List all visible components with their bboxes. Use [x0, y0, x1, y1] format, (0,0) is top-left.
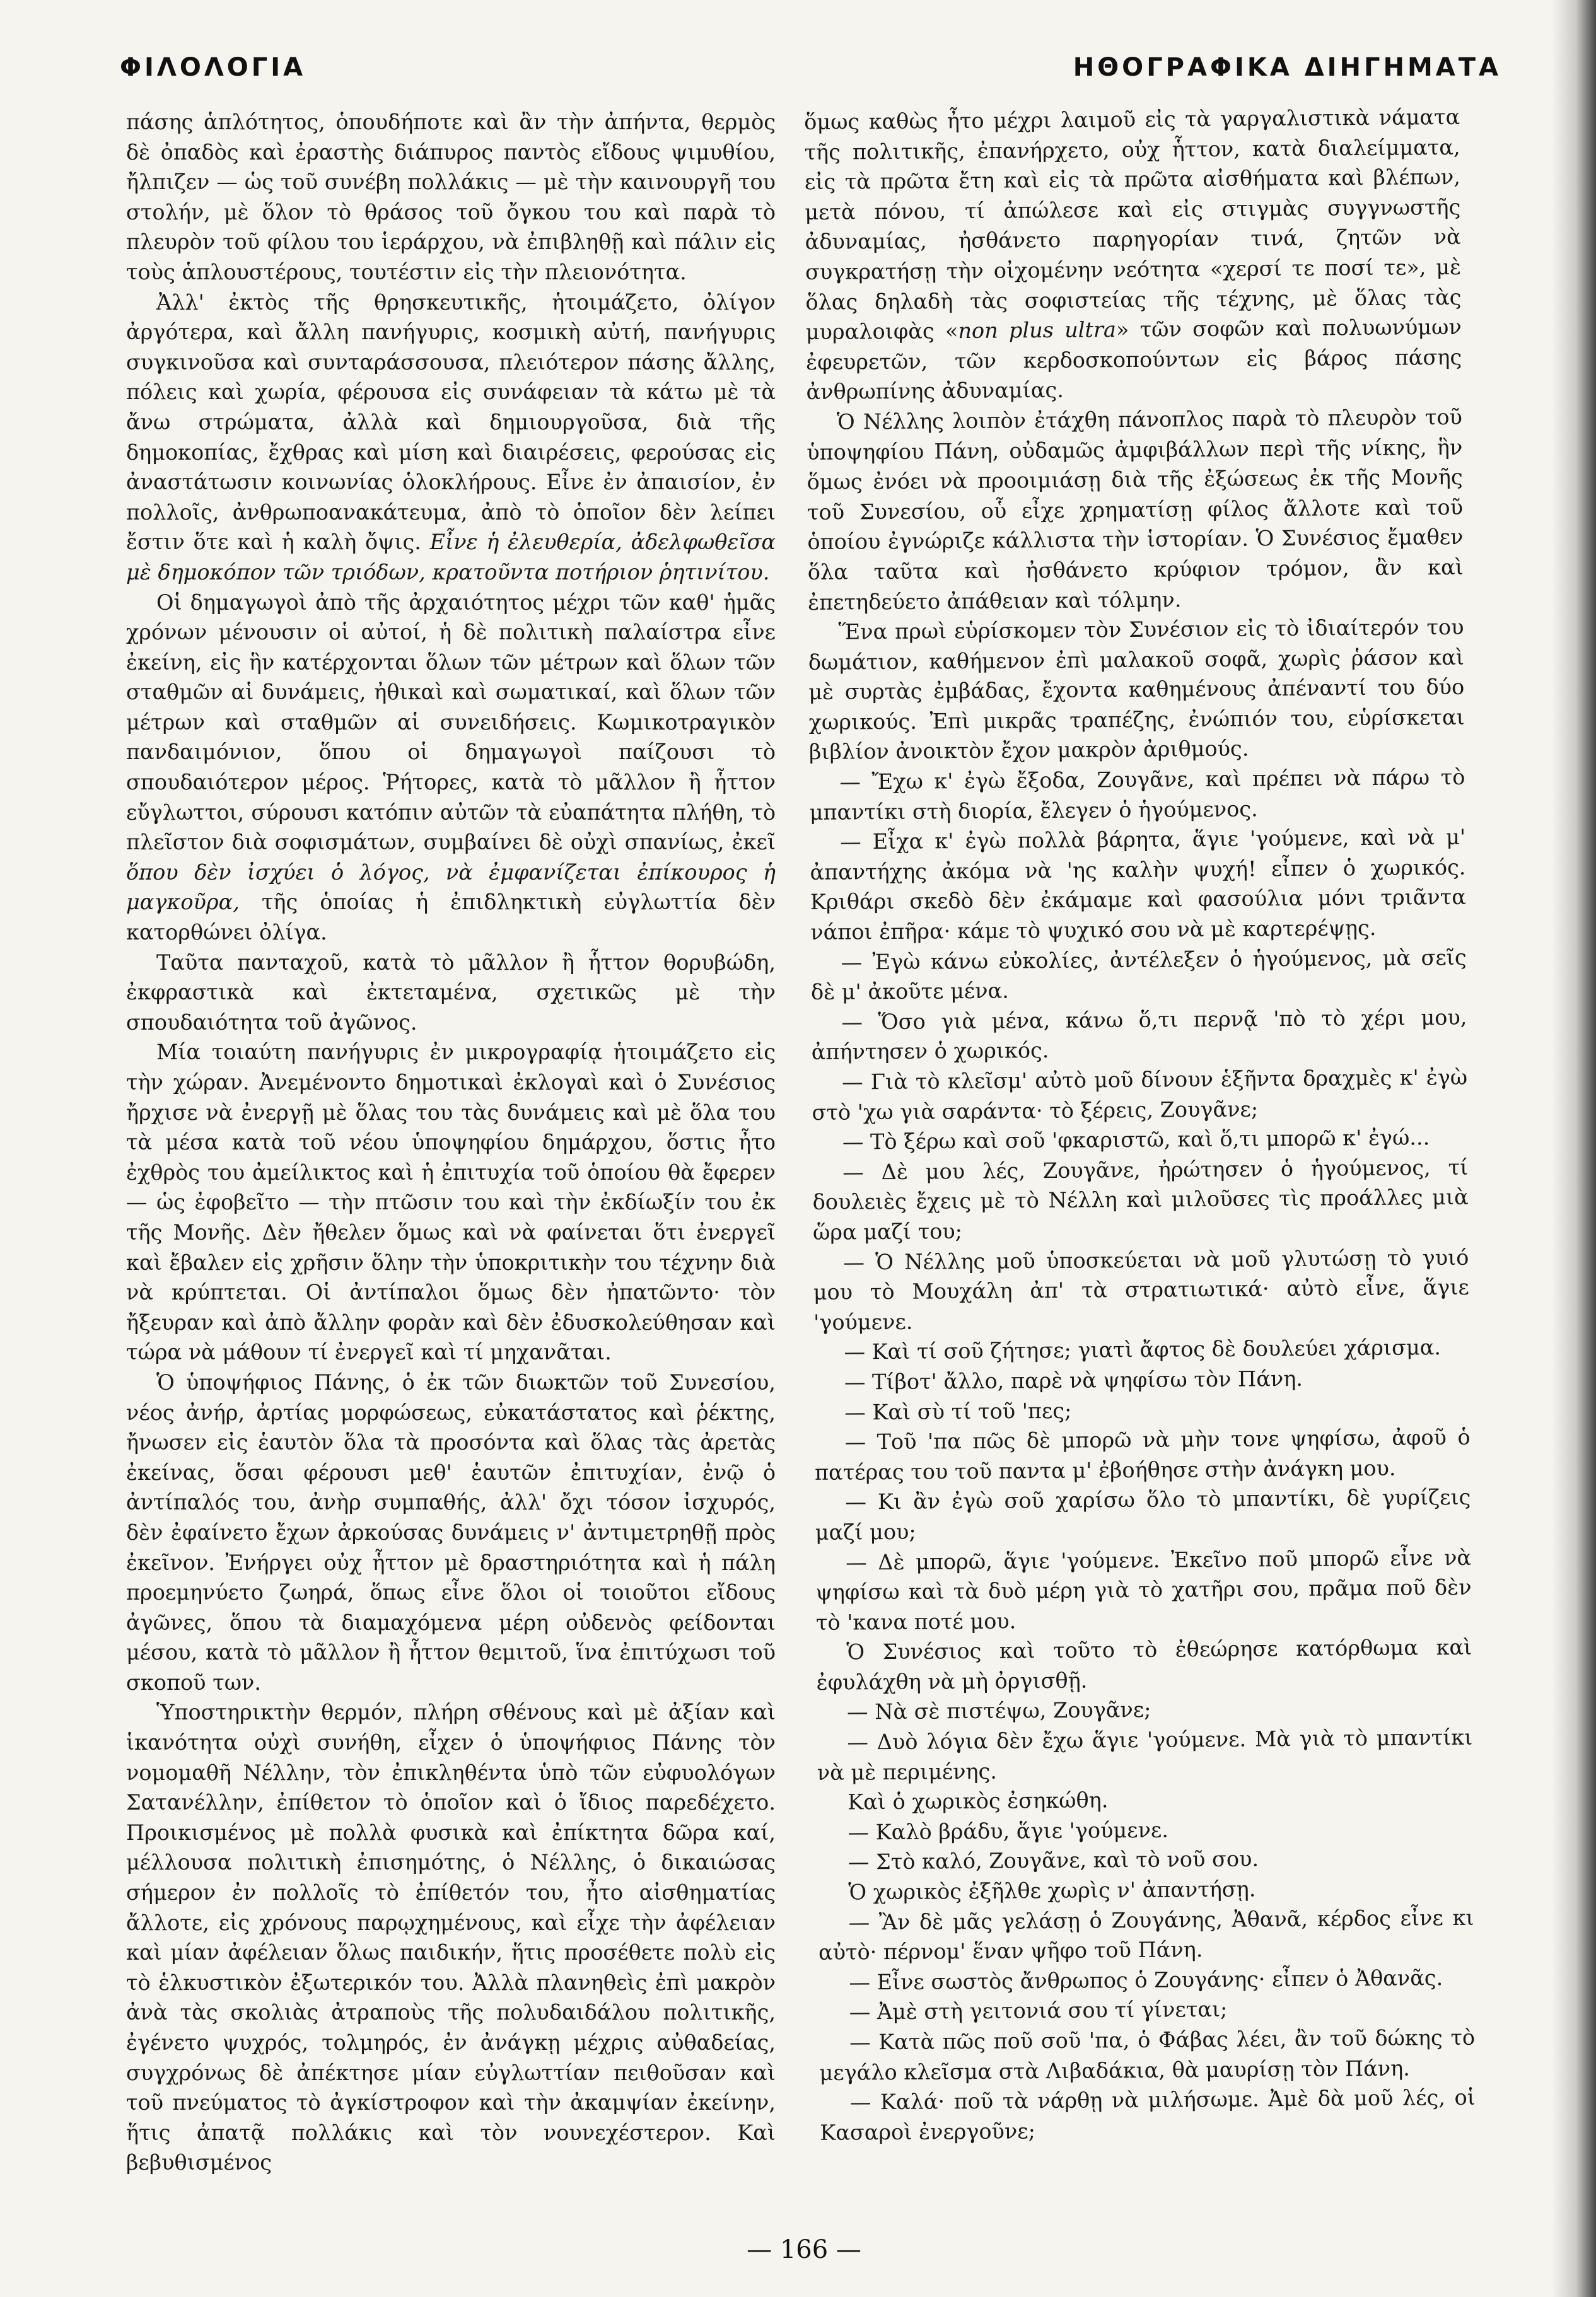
binding-shadow [1552, 0, 1596, 2297]
dialog-line: — Δὲ μου λές, Ζουγᾶνε, ἠρώτησεν ὁ ἡγούμενος, τί δουλειὲς ἔχεις μὲ τὸ Νέλλη καὶ μιλοῦσες τὶς προάλλες μιὰ ὥρα μαζί του; [812, 1154, 1469, 1245]
dialog-line: — Ἐγὼ κάνω εὐκολίες, ἀντέλεξεν ὁ ἡγούμενος, μὰ σεῖς δὲ μ' ἀκοῦτε μένα. [810, 945, 1467, 1005]
dialog-line: — Ὁ Νέλλης μοῦ ὑποσκεύεται νὰ μοῦ γλυτώσῃ τὸ γυιό μου τὸ Μουχάλη ἀπ' τὰ στρατιωτικά· αὐτὸ εἶνε, ἅγιε 'γούμενε. [813, 1245, 1469, 1335]
dialog-line: — Στὸ καλό, Ζουγᾶνε, καὶ τὸ νοῦ σου. [848, 1846, 1259, 1875]
header-chapter-title: ΗΘΟΓΡΑΦΙΚΑ ΔΙΗΓΗΜΑΤΑ [1073, 53, 1501, 82]
running-header [120, 53, 1501, 97]
paragraph [126, 588, 776, 948]
dialog-line: — Ἂν δὲ μᾶς γελάσῃ ὁ Ζουγάνης, Ἀθανᾶ, κέρδος εἶνε κι αὐτὸ· πέρνομ' ἕναν ψῆφο τοῦ Πάνη. [818, 1905, 1474, 1965]
dialog-line: — Καὶ σὺ τί τοῦ 'πες; [844, 1398, 1072, 1425]
emphasized-text: non plus ultra [958, 317, 1117, 344]
paragraph: Μία τοιαύτη πανήγυρις ἐν μικρογραφίᾳ ἡτοιμάζετο εἰς τὴν χώραν. Ἀνεμένοντο δημοτικαὶ ἐκλογαὶ καὶ ὁ Συνέσιος ἤρχισε νὰ ἐνεργῇ μὲ ὅλας του τὰς δυνάμεις καὶ μὲ ὅλα του τὰ μέσα κατὰ τοῦ νέου ὑποψηφίου δημάρχου, ὅστις ἦτο ἐχθρὸς του ἀμείλικτος καὶ ἡ ἐπιτυχία τοῦ ὁποίου θὰ ἔφερεν — ὡς ἐφοβεῖτο — τὴν πτῶσιν του καὶ τὴν ἐκδίωξίν του ἐκ τῆς Μονῆς. Δὲν ἤθελεν ὅμως καὶ νὰ φαίνεται ὅτι ἐνεργεῖ καὶ ἔβαλεν εἰς χρῆσιν ὅλην τὴν ὑποκριτικὴν του τέχνην διὰ νὰ κρύπτεται. Οἱ ἀντίπαλοι ὅμως δὲν ἠπατῶντο· τὸν ἤξευραν καὶ ἀπὸ ἄλλην φορὰν καὶ δὲν ἐδυσκολεύθησαν καὶ τώρα νὰ μάθουν τί ἐνεργεῖ καὶ τί μηχανᾶται. [126, 1040, 776, 1365]
paragraph: Ἕνα πρωὶ εὑρίσκομεν τὸν Συνέσιον εἰς τὸ ἰδιαίτερόν του δωμάτιον, καθήμενον ἐπὶ μαλακοῦ σοφᾶ, χωρὶς ῥάσον καὶ μὲ συρτὰς ἐμβάδας, ἔχοντα καθημένους ἀπέναντί του δύο χωρικούς. Ἐπὶ μικρᾶς τραπέζης, ἐνώπιόν του, εὑρίσκεται βιβλίον ἀνοικτὸν ἔχον μακρὸν ἀριθμούς. [808, 614, 1465, 765]
dialog-line: — Κατὰ πῶς ποῦ σοῦ 'πα, ὁ Φάβας λέει, ἂν τοῦ δώκης τὸ μεγάλο κλεῖσμα στὰ Λιβαδάκια, θὰ μαυρίσῃ τὸν Πάνη. [819, 2025, 1476, 2085]
dialog-line: — Κι ἂν ἐγὼ σοῦ χαρίσω ὅλο τὸ μπαντίκι, δὲ γυρίζεις μαζί μου; [815, 1485, 1471, 1545]
dialog-line: — Ἀμὲ στὴ γειτονιά σου τί γίνεται; [849, 1997, 1228, 2025]
right-text-column [804, 102, 1476, 2148]
dialog-line: — Τίβοτ' ἄλλο, παρὲ νὰ ψηφίσω τὸν Πάνη. [844, 1366, 1303, 1395]
paragraph: Ὁ Νέλλης λοιπὸν ἐτάχθη πάνοπλος παρὰ τὸ πλευρὸν τοῦ ὑποψηφίου Πάνη, οὐδαμῶς ἀμφιβάλλων περὶ τῆς νίκης, ἣν ὅμως ἐνόει νὰ προοιμιάσῃ διὰ τῆς ἐξώσεως ἐκ τῆς Μονῆς τοῦ Συνεσίου, οὗ εἶχε χρηματίσῃ φίλος ἄλλοτε καὶ τοῦ ὁποίου ἐγνώριζε κάλλιστα τὴν ἱστορίαν. Ὁ Συνέσιος ἔμαθεν ὅλα ταῦτα καὶ ἠσθάνετο κρύφιον τρόμον, ἂν καὶ ἐπετηδεύετο ἀπάθειαν καὶ τόλμην. [807, 404, 1464, 615]
dialog-line: — Γιὰ τὸ κλεῖσμ' αὐτὸ μοῦ δίνουν ἑξῆντα δραχμὲς κ' ἐγὼ στὸ 'χω γιὰ σαράντα· τὸ ξέρεις, Ζουγᾶνε; [812, 1064, 1468, 1125]
paragraph: Ὁ ὑποψήφιος Πάνης, ὁ ἐκ τῶν διωκτῶν τοῦ Συνεσίου, νέος ἀνήρ, ἀρτίας μορφώσεως, εὐκατάστατος καὶ ῥέκτης, ἤνωσεν εἰς ἑαυτὸν ὅλα τὰ προσόντα καὶ ὅλας τὰς ἀρετὰς ἐκείνας, ὅσαι φέρουσι μεθ' ἑαυτῶν ἐπιτυχίαν, ἐνῷ ὁ ἀντίπαλός του, ἀνὴρ συμπαθής, ἀλλ' ὄχι τόσον ἰσχυρός, δὲν ἐφαίνετο ἔχων ἀρκούσας δυνάμεις ν' ἀντιμετρηθῇ πρὸς ἐκεῖνον. Ἐνήργει οὐχ ἧττον μὲ δραστηριότητα καὶ ἡ πάλη προεμηνύετο ζωηρά, ὅπως εἶνε ὅλοι οἱ τοιοῦτοι εἴδους ἀγῶνες, ὅπου τὰ διαμαχόμενα μέρη οὐδενὸς φείδονται μέσου, κατὰ τὸ μᾶλλον ἢ ἧττον θεμιτοῦ, ἵνα ἐπιτύχωσι τοῦ σκοποῦ των. [126, 1369, 776, 1695]
dialog-line: — Τοῦ 'πα πῶς δὲ μπορῶ νὰ μὴν τονε ψηφίσω, ἀφοῦ ὁ πατέρας του τοῦ παντα μ' ἐβοήθησε στὴν ἀνάγκη μου. [814, 1424, 1471, 1485]
left-text-column [126, 107, 776, 2178]
dialog-line: — Εἶνε σωστὸς ἄνθρωπος ὁ Ζουγάνης· εἶπεν ὁ Ἀθανᾶς. [849, 1965, 1443, 1995]
paragraph [804, 102, 1462, 407]
dialog-line: — Καλά· ποῦ τὰ νάρθῃ νὰ μιλήσωμε. Ἀμὲ δὰ μοῦ λές, οἱ Κασαροὶ ἐνεργοῦνε; [820, 2085, 1476, 2145]
paragraph-text: ὅμως καθὼς ἦτο μέχρι λαιμοῦ εἰς τὰ γαργαλιστικὰ νάματα τῆς πολιτικῆς, ἐπανήρχετο, οὐχ ἧττον, κατὰ διαλείμματα, εἰς τὰ πρῶτα ἔτη καὶ εἰς τὰ πρῶτα αἰσθήματα καὶ βλέπων, μετὰ πόνου, τί ἀπώλεσε καὶ εἰς στιγμὰς συγγνωστῆς ἀδυναμίας, ἠσθάνετο παρηγορίαν τινά, ζητῶν νὰ συγκρατήσῃ τὴν οἰχομένην νεότητα «χερσί τε ποσί τε», μὲ ὅλας δηλαδὴ τὰς σοφιστείας τῆς τέχνης, μὲ ὅλας τὰς μυραλοιφὰς « [804, 104, 1462, 345]
dialog-line: — Εἶχα κ' ἐγὼ πολλὰ βάρητα, ἅγιε 'γούμενε, καὶ νὰ μ' ἀπαντήχης ἀκόμα νὰ 'ης καλὴν ψυχή! εἶπεν ὁ χωρικός. Κριθάρι σκεδὸ δὲν ἐκάμαμε καὶ φασούλια μόνι τριᾶντα νάποι ἐπῆρα· κάμε τὸ ψυχικό σου νὰ μὲ καρτερέψῃς. [810, 825, 1467, 945]
paragraph-text: » τῶν σοφῶν καὶ πολυωνύμων ἐφευρετῶν, τῶν κερδοσκοπούντων εἰς βάρος πάσης ἀνθρωπίνης ἀδυναμίας. [806, 314, 1462, 405]
dialog-line: — Ὅσο γιὰ μένα, κάνω ὅ,τι περνᾷ 'πὸ τὸ χέρι μου, ἀπήντησεν ὁ χωρικός. [811, 1004, 1467, 1065]
paragraph: Ὁ Συνέσιος καὶ τοῦτο τὸ ἐθεώρησε κατόρθωμα καὶ ἐφυλάχθη νὰ μὴ ὀργισθῇ. [816, 1635, 1472, 1695]
dialog-line: — Καὶ τί σοῦ ζήτησε; γιατὶ ἄφτος δὲ δουλεύει χάρισμα. [844, 1335, 1442, 1364]
paragraph: Ὑποστηρικτὴν θερμόν, πλήρη σθένους καὶ μὲ ἀξίαν καὶ ἱκανότητα οὐχὶ συνήθη, εἶχεν ὁ ὑποψήφιος Πάνης τὸν νομομαθῆ Νέλλην, τὸν ἐπικληθέντα ὑπὸ τῶν εὐφυολόγων Σατανέλλην, ἐπίθετον τὸ ὁποῖον καὶ ὁ ἴδιος παρεδέχετο. Προικισμένος μὲ πολλὰ φυσικὰ καὶ ἐπίκτητα δῶρα καί, μέλλουσα πολιτικὴ ἐπισημότης, ὁ Νέλλης, ὁ δικαιώσας σήμερον ἐν πολλοῖς τὸ ἐπίθετόν του, ἦτο αἰσθηματίας ἄλλοτε, εἰς χρόνους παρῳχημένους, καὶ εἶχε τὴν ἀφέλειαν καὶ μίαν ἀφέλειαν ὅλως παιδικήν, ἥτις προσέθετε πολὺ εἰς τὸ ἑλκυστικὸν ἐξωτερικόν του. Ἀλλὰ πλανηθεὶς ἐπὶ μακρὸν ἀνὰ τὰς σκολιὰς ἀτραποὺς τῆς πολυδαιδάλου πολιτικῆς, ἐγένετο ψυχρός, τολμηρός, ἐν ἀνάγκῃ μέχρις αὐθαδείας, συγχρόνως δὲ ἀπέκτησε μίαν εὐγλωττίαν πειθοῦσαν καὶ τοῦ πνεύματος τὸ ἀγκίστροφον καὶ τὴν ἀκαμψίαν ἐκείνην, ἥτις ἀπατᾷ πολλάκις καὶ τὸν νουνεχέστερον. Καὶ βεβυθισμένος [126, 1700, 776, 2175]
dialog-line: — Ἔχω κ' ἐγὼ ἔξοδα, Ζουγᾶνε, καὶ πρέπει νὰ πάρω τὸ μπαντίκι στὴ διορία, ἔλεγεν ὁ ἡγούμενος. [809, 764, 1465, 825]
dialog-line: — Δὲ μπορῶ, ἅγιε 'γούμενε. Ἐκεῖνο ποῦ μπορῶ εἶνε νὰ ψηφίσω καὶ τὰ δυὸ μέρη γιὰ τὸ χατῆρι σου, πρᾶμα ποῦ δὲν τὸ 'κανα ποτέ μου. [815, 1545, 1472, 1635]
paragraph-text: Ἀλλ' ἐκτὸς τῆς θρησκευτικῆς, ἡτοιμάζετο, ὀλίγον ἀργότερα, καὶ ἄλλη πανήγυρις, κοσμικὴ αὐτή, πανήγυρις συγκινοῦσα καὶ συνταράσσουσα, πλειότερον πάσης ἄλλης, πόλεις καὶ χωρία, φέρουσα εἰς συνάφειαν τὰ κάτω μὲ τὰ ἄνω στρώματα, ἀλλὰ καὶ δημιουργοῦσα, διὰ τῆς δημοκοπίας, ἔχθρας καὶ μίση καὶ διαιρέσεις, φερούσας εἰς ἀναστάτωσιν κοινωνίας ὁλοκλήρους. Εἶνε ἐν ἀπαισίον, ἐν πολλοῖς, ἀνθρωποανακάτευμα, ἀπὸ τὸ ὁποῖον δὲν λείπει ἔστιν ὅτε καὶ ἡ καλὴ ὄψις. [126, 289, 776, 555]
paragraph: Καὶ ὁ χωρικὸς ἐσηκώθη. [847, 1788, 1109, 1815]
dialog-line: — Δυὸ λόγια δὲν ἔχω ἅγιε 'γούμενε. Μὰ γιὰ τὸ μπαντίκι νὰ μὲ περιμένης. [817, 1724, 1473, 1785]
page-number: — 166 — [747, 2235, 861, 2264]
header-section-title: ΦΙΛΟΛΟΓΙΑ [120, 53, 306, 82]
emphasized-text: Εἶνε ἡ ἐλευθερία, ἀδελφωθεῖσα μὲ δημοκόπον τῶν τριόδων, κρατοῦντα ποτήριον ῥητινίτου. [126, 530, 776, 584]
dialog-line: — Τὸ ξέρω καὶ σοῦ 'φκαριστῶ, καὶ ὅ,τι μπορῶ κ' ἐγώ... [842, 1125, 1430, 1154]
paragraph: Ταῦτα πανταχοῦ, κατὰ τὸ μᾶλλον ἢ ἧττον θορυβώδη, ἐκφραστικὰ καὶ ἐκτεταμένα, σχετικῶς μὲ τὴν σπουδαιότητα τοῦ ἀγῶνος. [126, 950, 776, 1035]
paragraph: Ὁ χωρικὸς ἐξῆλθε χωρὶς ν' ἀπαντήσῃ. [848, 1876, 1256, 1905]
dialog-line: — Καλὸ βράδυ, ἅγιε 'γούμενε. [848, 1817, 1169, 1845]
paragraph [126, 288, 776, 588]
paragraph: πάσης ἁπλότητος, ὁπουδήποτε καὶ ἂν τὴν ἀπήντα, θερμὸς δὲ ὀπαδὸς καὶ ἐραστὴς διάπυρος παντὸς εἴδους ψιμυθίου, ἤλπιζεν — ὡς τοῦ συνέβη πολλάκις — μὲ τὴν καινουργῆ του στολήν, μὲ ὅλον τὸ θράσος τοῦ ὄγκου του καὶ παρὰ τὸ πλευρὸν τοῦ φίλου του ἱεράρχου, νὰ ἐπιβληθῇ καὶ πάλιν εἰς τοὺς ἁπλουστέρους, τουτέστιν εἰς τὴν πλειονότητα. [126, 110, 776, 284]
paragraph-text: τῆς ὁποίας ἡ ἐπιδληκτικὴ εὐγλωττία δὲν κατορθώνει ὀλίγα. [126, 890, 776, 945]
emphasized-text: ὅπου δὲν ἰσχύει ὁ λόγος, νὰ ἐμφανίζεται ἐπίκουρος ἡ μαγκοῦρα, [126, 859, 776, 915]
dialog-line: — Νὰ σὲ πιστέψω, Ζουγᾶνε; [846, 1697, 1151, 1725]
paragraph-text: Οἱ δημαγωγοὶ ἀπὸ τῆς ἀρχαιότητος μέχρι τῶν καθ' ἡμᾶς χρόνων μένουσιν οἱ αὐτοί, ἡ δὲ πολιτικὴ παλαίστρα εἶνε ἐκείνη, εἰς ἣν κατέρχονται ὅλων τῶν μέτρων καὶ ὅλων τῶν σταθμῶν αἱ δυνάμεις, ἠθικαὶ καὶ σωματικαί, καὶ ὅλων τῶν μέτρων καὶ σταθμῶν αἱ συνειδήσεις. Κωμικοτραγικὸν πανδαιμόνιον, ὅπου οἱ δημαγωγοὶ παίζουσι τὸ σπουδαιότερον μέρος. Ῥήτορες, κατὰ τὸ μᾶλλον ἢ ἧττον εὔγλωττοι, σύρουσι κατόπιν αὐτῶν τὰ εὐαπάτητα πλήθη, τὸ πλεῖστον διὰ σοφισμάτων, συμβαίνει δὲ οὐχὶ σπανίως, ἐκεῖ [126, 590, 776, 855]
